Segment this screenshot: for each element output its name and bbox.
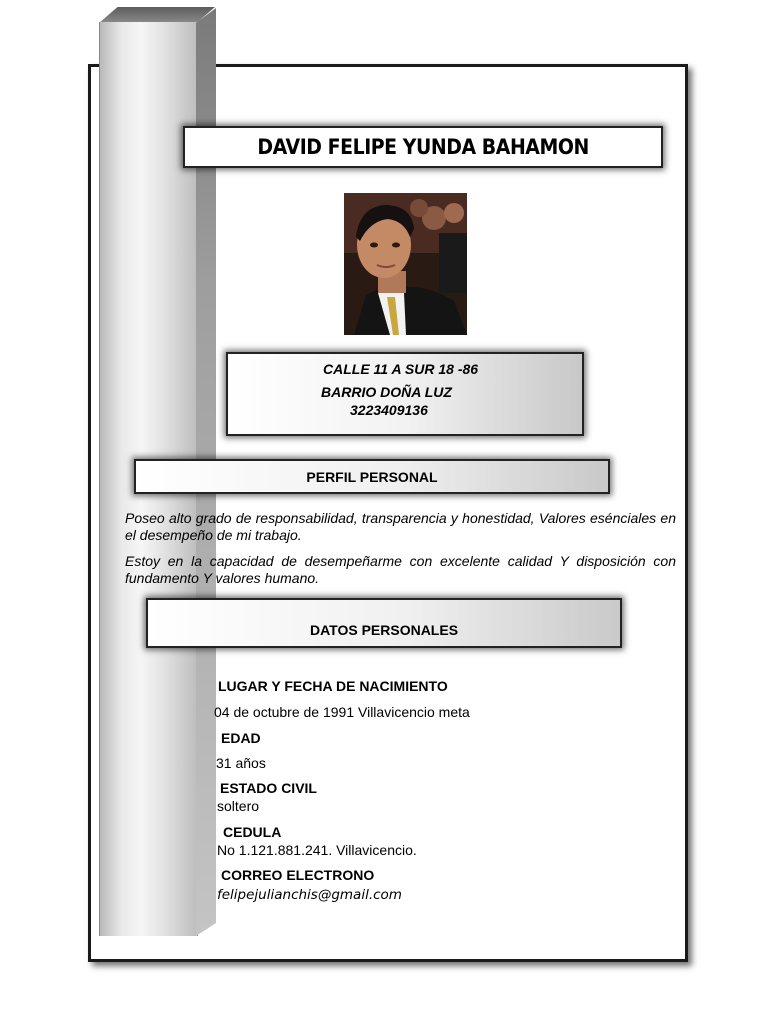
civil-status-value: soltero [217, 798, 260, 814]
section-perfil-header [134, 459, 610, 494]
profile-paragraph-1: Poseo alto grado de responsabilidad, transparencia y honestidad, Valores esénciales en el desempeño de mi trabajo. [125, 510, 676, 543]
age-value: 31 años [216, 755, 266, 771]
name-header [183, 126, 663, 168]
civil-status-label: ESTADO CIVIL [220, 780, 317, 796]
email-value: felipejulianchis@gmail.com [217, 887, 402, 903]
profile-photo-image [344, 193, 467, 335]
address-neighborhood: BARRIO DOÑA LUZ [321, 384, 452, 400]
birth-value: 04 de octubre de 1991 Villavicencio meta [214, 704, 470, 720]
age-label: EDAD [221, 730, 261, 746]
profile-paragraph-2: Estoy en la capacidad de desempeñarme con excelente calidad Y disposición con fundamento Y valores humano. [125, 553, 676, 586]
full-name: DAVID FELIPE YUNDA BAHAMON [257, 135, 589, 159]
phone-number: 3223409136 [350, 402, 428, 418]
pillar-top-decoration [99, 7, 215, 23]
address-box [226, 352, 584, 436]
id-value: No 1.121.881.241. Villavicencio. [217, 842, 417, 858]
profile-photo [344, 193, 467, 335]
id-label: CEDULA [223, 824, 282, 840]
section-datos-title: DATOS PERSONALES [309, 622, 459, 638]
section-datos-header [146, 598, 622, 648]
section-perfil-title: PERFIL PERSONAL [306, 468, 438, 485]
address-street: CALLE 11 A SUR 18 -86 [323, 361, 479, 377]
birth-label: LUGAR Y FECHA DE NACIMIENTO [218, 678, 448, 694]
email-label: CORREO ELECTRONO [221, 867, 375, 883]
